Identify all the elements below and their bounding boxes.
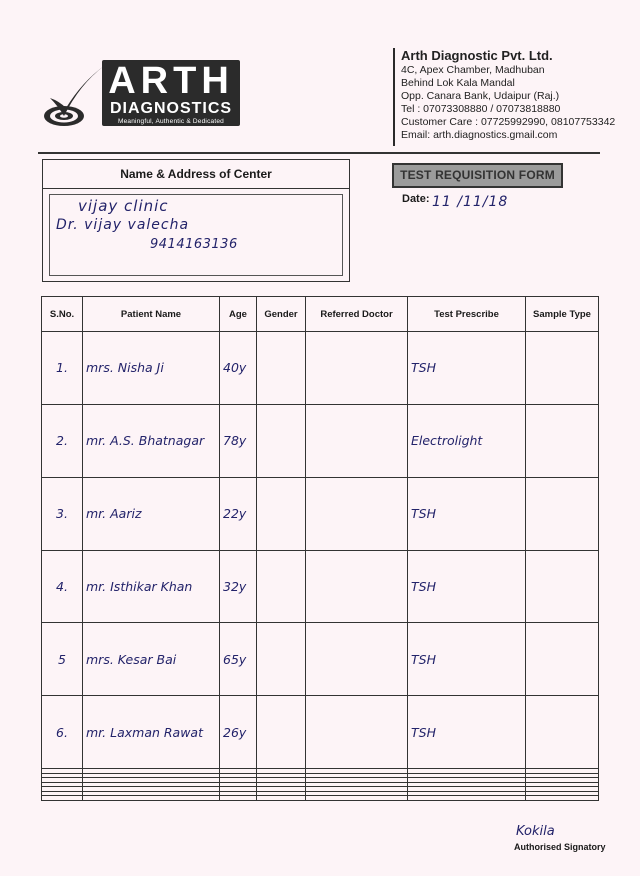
logo-sub: DIAGNOSTICS bbox=[109, 100, 233, 117]
cell-gender[interactable] bbox=[257, 332, 306, 405]
cell-sample-type[interactable] bbox=[526, 623, 599, 696]
cell-test-prescribe[interactable]: TSH bbox=[408, 477, 526, 550]
table-row bbox=[42, 404, 599, 477]
cell-age[interactable]: 78y bbox=[220, 404, 257, 477]
center-doctor: Dr. vijay valecha bbox=[56, 217, 190, 233]
cell-referred-doctor[interactable] bbox=[306, 404, 408, 477]
cell-gender[interactable] bbox=[257, 550, 306, 623]
cell-sno[interactable]: 5 bbox=[42, 623, 83, 696]
cell-patient-name[interactable]: mrs. Nisha Ji bbox=[83, 332, 220, 405]
cell-gender[interactable] bbox=[257, 696, 306, 769]
cell-age[interactable]: 65y bbox=[220, 623, 257, 696]
cell-test-prescribe[interactable]: TSH bbox=[408, 332, 526, 405]
cell-referred-doctor[interactable] bbox=[306, 796, 408, 801]
company-info bbox=[401, 48, 615, 142]
cell-sample-type[interactable] bbox=[526, 332, 599, 405]
cell-referred-doctor[interactable] bbox=[306, 332, 408, 405]
header-rule bbox=[38, 152, 600, 154]
cell-test-prescribe[interactable]: TSH bbox=[408, 623, 526, 696]
cell-test-prescribe[interactable]: TSH bbox=[408, 696, 526, 769]
cell-sno[interactable]: 3. bbox=[42, 477, 83, 550]
logo-wordmark bbox=[102, 60, 240, 126]
cell-sno[interactable] bbox=[42, 796, 83, 801]
table-row bbox=[42, 623, 599, 696]
cell-referred-doctor[interactable] bbox=[306, 623, 408, 696]
header-referred-doctor: Referred Doctor bbox=[306, 297, 408, 332]
table-row bbox=[42, 550, 599, 623]
header-sno: S.No. bbox=[42, 297, 83, 332]
table-row bbox=[42, 477, 599, 550]
company-email: Email: arth.diagnostics.gmail.com bbox=[401, 129, 558, 141]
cell-patient-name[interactable]: mr. Aariz bbox=[83, 477, 220, 550]
cell-sample-type[interactable] bbox=[526, 796, 599, 801]
cell-age[interactable]: 26y bbox=[220, 696, 257, 769]
cell-sno[interactable]: 4. bbox=[42, 550, 83, 623]
header-age: Age bbox=[220, 297, 257, 332]
company-customer-care: Customer Care : 07725992990, 08107753342 bbox=[401, 116, 616, 128]
company-address-1: 4C, Apex Chamber, Madhuban bbox=[401, 64, 545, 76]
cell-referred-doctor[interactable] bbox=[306, 550, 408, 623]
logo-brand: ARTH bbox=[108, 60, 234, 102]
cell-gender[interactable] bbox=[257, 796, 306, 801]
cell-sno[interactable]: 1. bbox=[42, 332, 83, 405]
cell-gender[interactable] bbox=[257, 623, 306, 696]
company-tel: Tel : 07073308880 / 07073818880 bbox=[401, 103, 561, 115]
signature[interactable]: Kokila bbox=[516, 824, 555, 839]
date-field[interactable]: 11 /11/18 bbox=[432, 194, 509, 210]
cell-patient-name[interactable]: mr. A.S. Bhatnagar bbox=[83, 404, 220, 477]
table-row bbox=[42, 696, 599, 769]
header-sample-type: Sample Type bbox=[526, 297, 599, 332]
table-header-row bbox=[42, 297, 599, 332]
center-phone: 9414163136 bbox=[150, 237, 238, 252]
header-test-prescribe: Test Prescribe bbox=[408, 297, 526, 332]
table-row bbox=[42, 796, 599, 801]
patient-table bbox=[41, 296, 599, 801]
cell-test-prescribe[interactable] bbox=[408, 796, 526, 801]
table-row bbox=[42, 332, 599, 405]
cell-test-prescribe[interactable]: TSH bbox=[408, 550, 526, 623]
signature-label: Authorised Signatory bbox=[514, 842, 606, 852]
header-patient-name: Patient Name bbox=[83, 297, 220, 332]
header-divider bbox=[393, 48, 395, 146]
cell-sample-type[interactable] bbox=[526, 696, 599, 769]
cell-gender[interactable] bbox=[257, 477, 306, 550]
cell-gender[interactable] bbox=[257, 404, 306, 477]
check-target-icon bbox=[42, 64, 106, 130]
cell-patient-name[interactable]: mr. Laxman Rawat bbox=[83, 696, 220, 769]
company-address-3: Opp. Canara Bank, Udaipur (Raj.) bbox=[401, 90, 560, 102]
company-address-2: Behind Lok Kala Mandal bbox=[401, 77, 515, 89]
cell-sample-type[interactable] bbox=[526, 404, 599, 477]
date-label: Date: bbox=[402, 193, 430, 205]
company-name: Arth Diagnostic Pvt. Ltd. bbox=[401, 48, 553, 63]
center-address-field[interactable] bbox=[49, 194, 343, 276]
header-gender: Gender bbox=[257, 297, 306, 332]
center-address-box bbox=[42, 159, 350, 282]
cell-patient-name[interactable]: mr. Isthikar Khan bbox=[83, 550, 220, 623]
form-title: TEST REQUISITION FORM bbox=[392, 163, 563, 188]
center-name: vijay clinic bbox=[78, 197, 169, 215]
cell-test-prescribe[interactable]: Electrolight bbox=[408, 404, 526, 477]
cell-referred-doctor[interactable] bbox=[306, 696, 408, 769]
cell-age[interactable]: 40y bbox=[220, 332, 257, 405]
cell-patient-name[interactable]: mrs. Kesar Bai bbox=[83, 623, 220, 696]
cell-sno[interactable]: 2. bbox=[42, 404, 83, 477]
cell-sample-type[interactable] bbox=[526, 477, 599, 550]
cell-patient-name[interactable] bbox=[83, 796, 220, 801]
arth-logo bbox=[42, 54, 242, 134]
cell-age[interactable] bbox=[220, 796, 257, 801]
cell-sample-type[interactable] bbox=[526, 550, 599, 623]
logo-tagline: Meaningful, Authentic & Dedicated bbox=[118, 118, 224, 125]
cell-age[interactable]: 32y bbox=[220, 550, 257, 623]
cell-referred-doctor[interactable] bbox=[306, 477, 408, 550]
cell-age[interactable]: 22y bbox=[220, 477, 257, 550]
cell-sno[interactable]: 6. bbox=[42, 696, 83, 769]
center-box-title: Name & Address of Center bbox=[43, 160, 349, 189]
